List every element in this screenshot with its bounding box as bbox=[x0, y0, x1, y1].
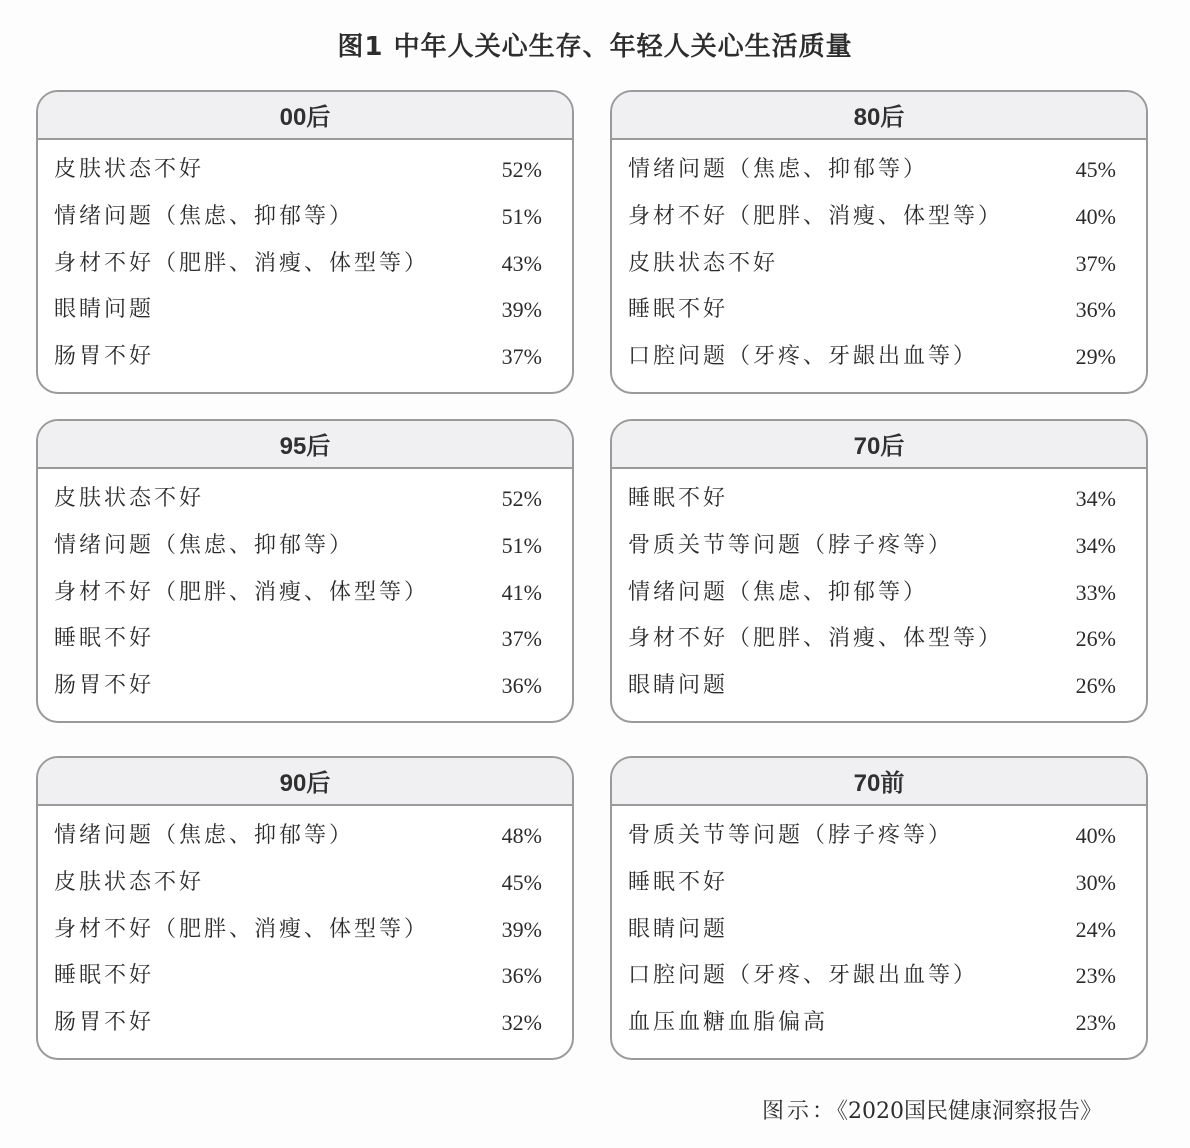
list-item bbox=[612, 247, 1146, 294]
concern-label: 情绪问题（焦虑、抑郁等） bbox=[54, 203, 355, 229]
concern-label: 皮肤状态不好 bbox=[54, 869, 205, 895]
concern-label: 肠胃不好 bbox=[54, 673, 155, 699]
concern-percent: 37% bbox=[501, 626, 542, 652]
concern-label: 睡眠不好 bbox=[628, 297, 729, 323]
concern-label: 身材不好（肥胖、消瘦、体型等） bbox=[54, 916, 430, 942]
list-item bbox=[38, 293, 572, 340]
concern-percent: 45% bbox=[1075, 157, 1116, 182]
panel-header: 80后 bbox=[612, 92, 1146, 140]
list-item bbox=[612, 669, 1146, 716]
list-item bbox=[38, 247, 572, 294]
list-item bbox=[38, 340, 572, 387]
concern-percent: 36% bbox=[501, 963, 542, 989]
list-item bbox=[38, 576, 572, 623]
concern-list bbox=[612, 140, 1146, 387]
concern-label: 眼睛问题 bbox=[628, 673, 729, 699]
concern-list bbox=[38, 469, 572, 716]
concern-label: 口腔问题（牙疼、牙龈出血等） bbox=[628, 344, 979, 370]
concern-percent: 26% bbox=[1075, 673, 1116, 699]
concern-label: 血压血糖血脂偏高 bbox=[628, 1010, 829, 1036]
list-item bbox=[38, 622, 572, 669]
panel-80s bbox=[610, 90, 1148, 394]
concern-percent: 36% bbox=[501, 673, 542, 699]
list-item bbox=[612, 1006, 1146, 1053]
concern-label: 骨质关节等问题（脖子疼等） bbox=[628, 823, 954, 848]
source-caption bbox=[762, 1094, 1102, 1125]
concern-percent: 51% bbox=[501, 532, 542, 558]
panel-pre-70s bbox=[610, 756, 1148, 1060]
list-item bbox=[38, 959, 572, 1006]
concern-label: 睡眠不好 bbox=[628, 486, 729, 511]
list-item bbox=[38, 200, 572, 247]
panel-header: 95后 bbox=[38, 421, 572, 469]
concern-label: 身材不好（肥胖、消瘦、体型等） bbox=[628, 626, 1004, 652]
list-item bbox=[38, 819, 572, 866]
concern-percent: 37% bbox=[501, 344, 542, 370]
concern-label: 情绪问题（焦虑、抑郁等） bbox=[54, 823, 355, 848]
list-item bbox=[612, 293, 1146, 340]
concern-label: 口腔问题（牙疼、牙龈出血等） bbox=[628, 963, 979, 989]
concern-label: 睡眠不好 bbox=[54, 626, 155, 652]
concern-label: 身材不好（肥胖、消瘦、体型等） bbox=[54, 579, 430, 605]
panel-95s bbox=[36, 419, 574, 723]
concern-label: 身材不好（肥胖、消瘦、体型等） bbox=[628, 203, 1004, 229]
concern-percent: 33% bbox=[1075, 579, 1116, 605]
list-item bbox=[38, 482, 572, 529]
panel-header: 70前 bbox=[612, 758, 1146, 806]
concern-list bbox=[612, 806, 1146, 1053]
concern-percent: 52% bbox=[501, 157, 542, 182]
concern-percent: 34% bbox=[1075, 486, 1116, 511]
list-item bbox=[38, 913, 572, 960]
concern-label: 骨质关节等问题（脖子疼等） bbox=[628, 532, 954, 558]
source-text: 《2020国民健康洞察报告》 bbox=[837, 1099, 1103, 1124]
concern-percent: 24% bbox=[1075, 916, 1116, 942]
concern-percent: 45% bbox=[501, 869, 542, 895]
list-item bbox=[612, 622, 1146, 669]
list-item bbox=[38, 866, 572, 913]
concern-list bbox=[612, 469, 1146, 716]
concern-percent: 43% bbox=[501, 250, 542, 276]
list-item bbox=[612, 482, 1146, 529]
list-item bbox=[612, 959, 1146, 1006]
list-item bbox=[612, 200, 1146, 247]
concern-label: 眼睛问题 bbox=[54, 297, 155, 323]
concern-label: 皮肤状态不好 bbox=[54, 486, 205, 511]
list-item bbox=[38, 529, 572, 576]
concern-list bbox=[38, 806, 572, 1053]
concern-label: 肠胃不好 bbox=[54, 344, 155, 370]
list-item bbox=[612, 529, 1146, 576]
concern-percent: 29% bbox=[1075, 344, 1116, 370]
concern-list bbox=[38, 140, 572, 387]
list-item bbox=[612, 866, 1146, 913]
concern-percent: 40% bbox=[1075, 823, 1116, 848]
concern-percent: 40% bbox=[1075, 203, 1116, 229]
concern-percent: 26% bbox=[1075, 626, 1116, 652]
concern-percent: 23% bbox=[1075, 1010, 1116, 1036]
concern-label: 皮肤状态不好 bbox=[54, 157, 205, 182]
concern-percent: 39% bbox=[501, 297, 542, 323]
list-item bbox=[612, 576, 1146, 623]
concern-label: 睡眠不好 bbox=[628, 869, 729, 895]
list-item bbox=[612, 153, 1146, 200]
concern-label: 皮肤状态不好 bbox=[628, 250, 779, 276]
figure-title: 图1 中年人关心生存、年轻人关心生活质量 bbox=[337, 32, 853, 62]
concern-percent: 39% bbox=[501, 916, 542, 942]
concern-percent: 34% bbox=[1075, 532, 1116, 558]
list-item bbox=[38, 669, 572, 716]
panel-00s bbox=[36, 90, 574, 394]
concern-label: 情绪问题（焦虑、抑郁等） bbox=[54, 532, 355, 558]
concern-label: 眼睛问题 bbox=[628, 916, 729, 942]
list-item bbox=[612, 913, 1146, 960]
concern-percent: 32% bbox=[501, 1010, 542, 1036]
panel-70s bbox=[610, 419, 1148, 723]
panel-header: 90后 bbox=[38, 758, 572, 806]
concern-label: 情绪问题（焦虑、抑郁等） bbox=[628, 579, 929, 605]
concern-percent: 48% bbox=[501, 823, 542, 848]
concern-label: 肠胃不好 bbox=[54, 1010, 155, 1036]
list-item bbox=[612, 340, 1146, 387]
concern-percent: 30% bbox=[1075, 869, 1116, 895]
concern-label: 情绪问题（焦虑、抑郁等） bbox=[628, 157, 929, 182]
panel-90s bbox=[36, 756, 574, 1060]
concern-percent: 37% bbox=[1075, 250, 1116, 276]
concern-percent: 36% bbox=[1075, 297, 1116, 323]
list-item bbox=[38, 153, 572, 200]
list-item bbox=[612, 819, 1146, 866]
concern-percent: 51% bbox=[501, 203, 542, 229]
concern-percent: 23% bbox=[1075, 963, 1116, 989]
concern-percent: 41% bbox=[501, 579, 542, 605]
list-item bbox=[38, 1006, 572, 1053]
concern-percent: 52% bbox=[501, 486, 542, 511]
source-label: 图示： bbox=[762, 1099, 838, 1124]
concern-label: 身材不好（肥胖、消瘦、体型等） bbox=[54, 250, 430, 276]
panel-header: 70后 bbox=[612, 421, 1146, 469]
panel-header: 00后 bbox=[38, 92, 572, 140]
concern-label: 睡眠不好 bbox=[54, 963, 155, 989]
